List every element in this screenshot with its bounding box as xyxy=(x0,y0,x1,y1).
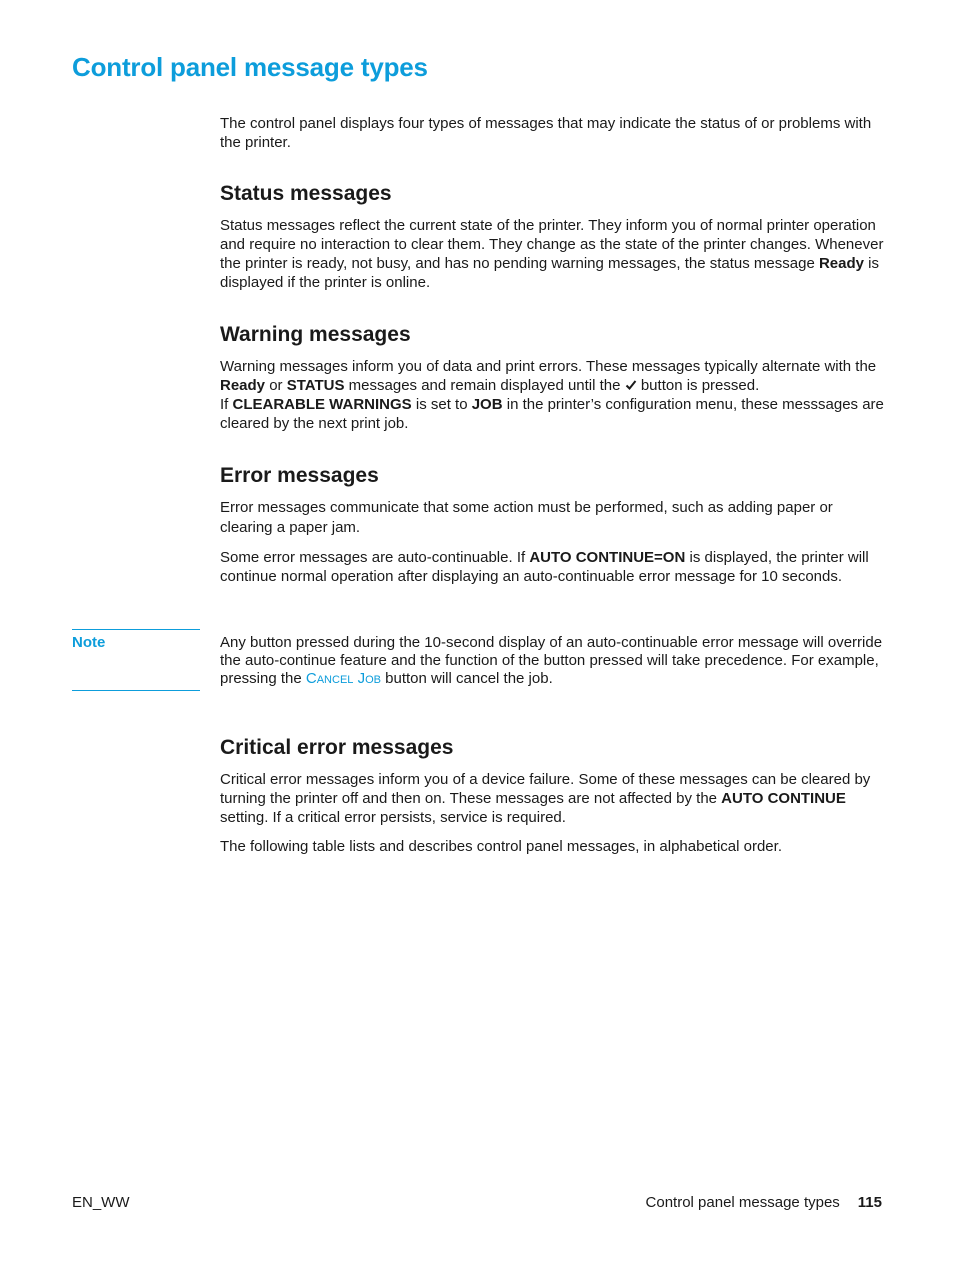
status-text-b: is displayed if the printer is online. xyxy=(220,255,879,291)
warning-text-5: If xyxy=(220,396,233,413)
footer-section-title: Control panel message types xyxy=(645,1194,840,1211)
error-paragraph-1: Error messages communicate that some action must be performed, such as adding paper or clearing a paper jam. xyxy=(220,499,833,536)
checkmark-icon xyxy=(625,379,637,391)
status-heading: Status messages xyxy=(220,182,392,205)
warning-heading: Warning messages xyxy=(220,323,411,346)
error-section xyxy=(220,464,888,586)
error-auto-continue-term: AUTO CONTINUE=ON xyxy=(529,549,686,566)
warning-section xyxy=(220,323,888,433)
critical-text-b: setting. If a critical error persists, service is required. xyxy=(220,809,566,826)
error-paragraph-2 xyxy=(220,548,888,586)
note-block xyxy=(220,634,888,688)
status-text-a: Status messages reflect the current state of the printer. They inform you of normal printer operation and require no interaction to clear them. They change as the state of the printer changes. Whenever the printer is ready, not busy, and has no pending warning messages, the status message xyxy=(220,217,884,272)
page-number: 115 xyxy=(857,1194,882,1211)
intro-block xyxy=(220,114,888,152)
warning-text-4: button is pressed. xyxy=(636,377,760,394)
note-bottom-rule xyxy=(72,690,200,691)
status-ready-term: Ready xyxy=(818,255,864,272)
warning-status-term: STATUS xyxy=(286,377,345,394)
warning-job-term: JOB xyxy=(471,396,503,413)
footer-right xyxy=(646,1194,882,1211)
critical-text-a: Critical error messages inform you of a device failure. Some of these messages can be cleared by turning the printer off and then on. These messages are not affected by the xyxy=(220,771,871,807)
status-paragraph xyxy=(220,216,888,292)
warning-text-3: messages and remain displayed until the xyxy=(344,377,625,394)
note-text-a: Any button pressed during the 10-second display of an auto-continuable error message will override the auto-continue feature and the function of the button pressed will take precedence. For example, pressing the xyxy=(220,634,883,687)
critical-auto-continue-term: AUTO CONTINUE xyxy=(721,790,846,807)
error-heading: Error messages xyxy=(220,464,379,487)
error-text-b: is displayed, the printer will continue normal operation after displaying an auto-continuable error message for 10 seconds. xyxy=(220,549,869,585)
warning-ready-term: Ready xyxy=(220,377,266,394)
warning-text-1: Warning messages inform you of data and print errors. These messages typically alternate with the xyxy=(220,358,877,375)
warning-text-6: is set to xyxy=(411,396,472,413)
page-title: Control panel message types xyxy=(72,52,428,82)
intro-paragraph: The control panel displays four types of messages that may indicate the status of or problems with the printer. xyxy=(220,115,872,151)
warning-text-2: or xyxy=(265,377,287,394)
critical-section xyxy=(220,736,888,856)
footer-edition: EN_WW xyxy=(72,1194,130,1211)
note-text-b: button will cancel the job. xyxy=(380,670,553,687)
status-section xyxy=(220,182,888,292)
cancel-job-link[interactable]: Cancel Job xyxy=(305,670,381,687)
note-label: Note xyxy=(72,634,106,651)
critical-heading: Critical error messages xyxy=(220,736,454,759)
critical-paragraph-2: The following table lists and describes control panel messages, in alphabetical order. xyxy=(220,838,782,855)
error-text-a: Some error messages are auto-continuable. If xyxy=(220,549,530,566)
critical-paragraph-1 xyxy=(220,770,888,827)
note-paragraph xyxy=(220,634,888,688)
warning-clearable-term: CLEARABLE WARNINGS xyxy=(232,396,412,413)
warning-paragraph xyxy=(220,357,888,433)
note-top-rule xyxy=(72,629,200,630)
warning-text-7: in the printer’s configuration menu, these messsages are cleared by the next print job. xyxy=(220,396,884,432)
